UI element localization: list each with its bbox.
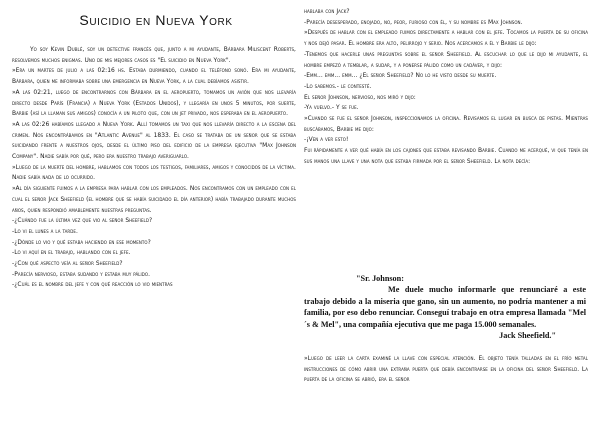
letter-greeting: "Sr. Johnson: <box>356 274 404 283</box>
letter-body: Me duele mucho informarle que renunciaré a este trabajo debido a la miseria que gano, sin un aumento, no podría mantener a mi familia, por eso debo renunciar. Conseguí trabajo en otra empresa llamada "Mel´s & Mel", una compañía ejecutiva que me paga 15.000 semanales. <box>304 285 586 329</box>
letter-signature: Jack Sheefield." <box>499 331 556 341</box>
paragraph: -¿Cuándo fue la última vez que vio al señor Sheefield? <box>12 217 153 225</box>
paragraph: -¡Ven a ver esto! <box>304 136 349 144</box>
paragraph: »Luego de la muerte del hombre, hablamos con todos los testigos, familiares, amigos y conocidos de la víctima. Nadie sabía nada de lo ocurrido. <box>12 163 296 182</box>
paragraph: -Parecía nervioso, estaba sudando y estaba muy pálido. <box>12 270 151 278</box>
quoted-letter <box>304 273 586 341</box>
paragraph: El señor Johnson, nervioso, nos miró y dijo: <box>304 93 416 101</box>
paragraph: -Lo vi aquí en el trabajo, hablando con el jefe. <box>12 249 131 257</box>
paragraph: -Parecía desesperado, enojado, no, peor, furioso con él, y su nombre es Max Johnson. <box>304 18 523 26</box>
paragraph: »Era un martes de julio a las 02:16 hs. Estaba durmiendo, cuando el teléfono sonó. Era mi ayudante, Bárbara, quien me informaba sobre una emergencia en Nueva York, a la cual debíamos asistir. <box>12 67 296 86</box>
paragraph: -Lo sabemos.- le contesté. <box>304 82 372 90</box>
right-column <box>304 7 588 168</box>
paragraph: Fui rápidamente a ver qué había en los cajones que estaba revisando Barbie. Cuando me acerqué, vi que tenía en sus manos una llave y una nota que estaba firmada por el señor Sheefield. La nota decía: <box>304 147 588 165</box>
paragraph: »Luego de leer la carta examiné la llave con especial atención. El objeto tenía talladas en el frío metal instrucciones de cómo abrir una extraña puerta que debía encontrarse en la oficina del señor Sheefield. La puerta de la oficina se abrió, era el señor <box>304 355 588 384</box>
paragraph: »Cuando se fue el señor Johnson, inspeccionamos la oficina. Revisamos el lugar en busca de pistas. Mientras buscábamos, Barbie me dijo: <box>304 115 588 133</box>
paragraph: »Después de hablar con el empleado fuimos directamente a hablar con el jefe. Tocamos la puerta de su oficina y nos dejó pasar. El hombre era alto, pelirrojo y serio. Nos acercamos a él y Barbie le dijo: <box>304 29 588 48</box>
paragraph: -Ya vuelvo.- Y se fue. <box>304 104 359 112</box>
paragraph: »A las 02:21, luego de encontrarnos con Bárbara en el aeropuerto, tomamos un avión que nos llevaría directo desde París (Francia) a Nueva York (Estados Unidos), y llegaría en unos 5 minutos, por suerte, Barbie (así la llaman sus amigos) conocía a un piloto que, con un jet privado, nos esperaba en el aeropuerto. <box>12 88 296 118</box>
paragraph: -Lo vi el lunes a la tarde. <box>12 227 78 235</box>
after-letter-column <box>304 354 588 386</box>
paragraph: -Emm... emm... emm... ¿El señor Sheefield? No lo he visto desde su muerte. <box>304 72 497 80</box>
paragraph: -Tenemos que hacerle unas preguntas sobre el señor Sheefield. Al escuchar lo que le dijo mi ayudante, el hombre empezó a temblar, a sudar, y a ponerse pálido como un cadáver, y dijo: <box>304 50 588 69</box>
page-title: Suicidio en Nueva York <box>79 12 233 28</box>
paragraph: -¿Dónde lo vio y qué estaba haciendo en ese momento? <box>12 238 151 246</box>
paragraph: Yo soy Kevin Dublé, soy un detective francés que, junto a mi ayudante, Bárbara Miliscent Roberts, resolvemos muchos enigmas. Uno de mis mejores casos es "El suicidio en Nueva York". <box>12 46 296 64</box>
left-column <box>12 45 296 291</box>
paragraph: »A las 02:26 habíamos llegado a Nueva York. Allí tomamos un taxi que nos llevaría directo a la escena del crimen. Nos encontrábamos en "Atlantic Avenue" al 1833. El caso se trataba de un señor que se estaba suicidando frente a nuestros ojos, desde el último piso del edificio de la empresa ejecutiva "Max Johnson Company". Nadie sabía por qué, pero era nuestro trabajo averiguarlo. <box>12 120 296 161</box>
paragraph: hablaba con Jack? <box>304 8 350 15</box>
paragraph: -¿Cuál es el nombre del jefe y con qué reacción lo vio mientras <box>12 281 173 289</box>
paragraph: -¿Con qué aspecto veía al señor Sheefield? <box>12 260 123 268</box>
paragraph: »Al día siguiente fuimos a la empresa para hablar con los empleados. Nos encontramos con un empleado con el cual el señor Jack Sheefield (el hombre que se había suicidado el día anterior) había trabajado durante muchos años, quien respondió amablemente nuestras preguntas. <box>12 185 296 214</box>
